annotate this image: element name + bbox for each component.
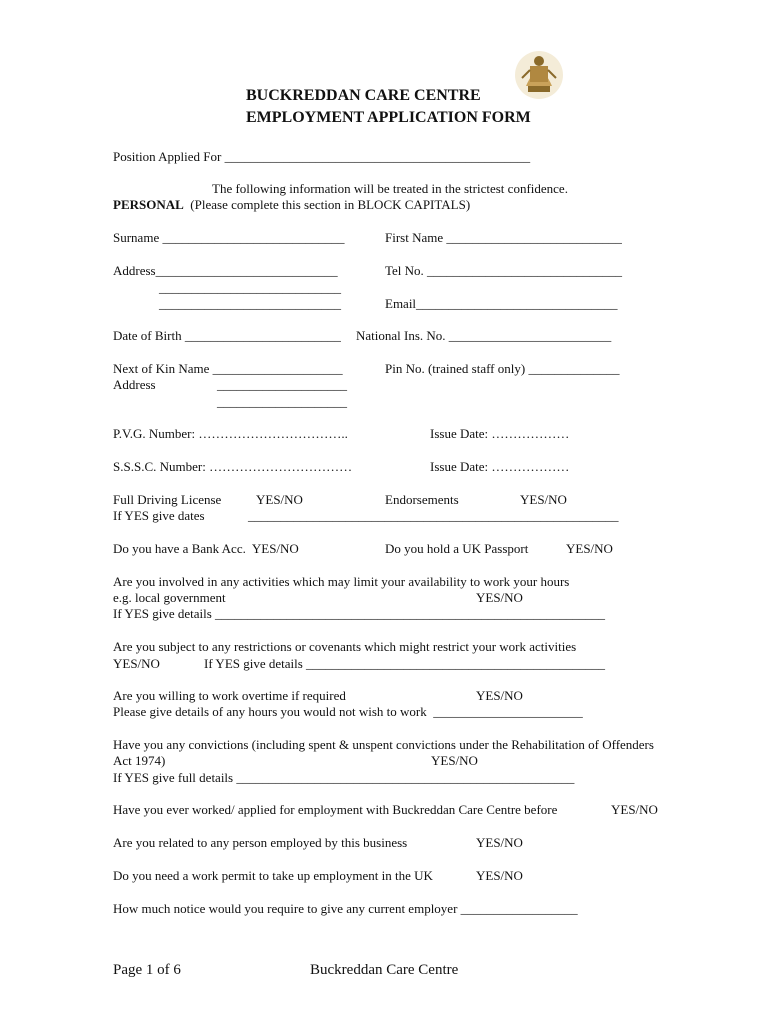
first-name-field[interactable]: First Name ___________________________ — [385, 230, 622, 245]
email-field[interactable]: Email_______________________________ — [385, 296, 618, 311]
uk-passport-question: Do you hold a UK Passport — [385, 541, 529, 556]
next-of-kin-field[interactable]: Next of Kin Name ____________________ — [113, 361, 343, 376]
pvg-number-field[interactable]: P.V.G. Number: …………………………….. — [113, 426, 348, 441]
pin-field[interactable]: Pin No. (trained staff only) ______________ — [385, 361, 620, 376]
sssc-issue-date-field[interactable]: Issue Date: ……………… — [430, 459, 570, 474]
restrictions-question: Are you subject to any restrictions or covenants which might restrict your work activities — [113, 639, 577, 654]
driving-dates-field[interactable]: _________________________________________________________ — [248, 508, 619, 523]
overtime-hours-field[interactable]: Please give details of any hours you would not wish to work _______________________ — [113, 704, 583, 719]
work-permit-question: Do you need a work permit to take up employment in the UK — [113, 868, 433, 883]
uk-passport-yes-no[interactable]: YES/NO — [566, 541, 613, 556]
confidentiality-note: The following information will be treated in the strictest confidence. — [212, 181, 568, 196]
address-line-2[interactable]: ____________________________ — [159, 280, 341, 295]
overtime-question: Are you willing to work overtime if required — [113, 688, 346, 703]
activities-question: Are you involved in any activities which may limit your availability to work your hours — [113, 574, 570, 589]
crest-logo-icon — [512, 48, 566, 100]
driving-dates-label: If YES give dates — [113, 508, 205, 523]
form-title-line2: EMPLOYMENT APPLICATION FORM — [246, 109, 531, 126]
personal-section-heading — [113, 197, 470, 213]
restrictions-details-field[interactable]: If YES give details ______________________________________________ — [204, 656, 606, 671]
endorsements-yes-no[interactable]: YES/NO — [520, 492, 567, 507]
overtime-yes-no[interactable]: YES/NO — [476, 688, 523, 703]
address-field[interactable]: Address____________________________ — [113, 263, 338, 278]
activities-details-field[interactable]: If YES give details ____________________________________________________________ — [113, 606, 606, 621]
kin-address-line-2[interactable]: ____________________ — [217, 394, 347, 409]
personal-heading: PERSONAL — [113, 197, 184, 212]
worked-before-yes-no[interactable]: YES/NO — [611, 802, 658, 817]
personal-note: (Please complete this section in BLOCK CAPITALS) — [183, 197, 471, 212]
kin-address-label: Address — [113, 377, 156, 392]
restrictions-yes-no[interactable]: YES/NO — [113, 656, 160, 671]
notice-period-field[interactable]: How much notice would you require to give any current employer __________________ — [113, 901, 578, 916]
kin-address-line-1[interactable]: ____________________ — [217, 377, 347, 392]
convictions-question: Have you any convictions (including spent & unspent convictions under the Rehabilitation of Offenders — [113, 737, 654, 752]
sssc-number-field[interactable]: S.S.S.C. Number: …………………………… — [113, 459, 353, 474]
driving-license-label: Full Driving License — [113, 492, 222, 507]
ni-field[interactable]: National Ins. No. _________________________ — [356, 328, 612, 343]
surname-field[interactable]: Surname ____________________________ — [113, 230, 345, 245]
convictions-act: Act 1974) — [113, 753, 166, 768]
footer-centre-name: Buckreddan Care Centre — [310, 962, 459, 978]
position-applied-field[interactable]: Position Applied For _______________________________________________ — [113, 149, 531, 164]
endorsements-label: Endorsements — [385, 492, 459, 507]
address-line-3[interactable]: ____________________________ — [159, 296, 341, 311]
driving-license-yes-no[interactable]: YES/NO — [256, 492, 303, 507]
activities-yes-no[interactable]: YES/NO — [476, 590, 523, 605]
convictions-yes-no[interactable]: YES/NO — [431, 753, 478, 768]
form-title-line1: BUCKREDDAN CARE CENTRE — [246, 87, 481, 104]
related-yes-no[interactable]: YES/NO — [476, 835, 523, 850]
worked-before-question: Have you ever worked/ applied for employment with Buckreddan Care Centre before — [113, 802, 558, 817]
tel-field[interactable]: Tel No. ______________________________ — [385, 263, 623, 278]
page-number: Page 1 of 6 — [113, 962, 181, 978]
work-permit-yes-no[interactable]: YES/NO — [476, 868, 523, 883]
convictions-details-field[interactable]: If YES give full details ____________________________________________________ — [113, 770, 575, 785]
dob-field[interactable]: Date of Birth ________________________ — [113, 328, 341, 343]
activities-example: e.g. local government — [113, 590, 226, 605]
related-question: Are you related to any person employed by this business — [113, 835, 408, 850]
bank-account-question[interactable]: Do you have a Bank Acc. YES/NO — [113, 541, 299, 556]
pvg-issue-date-field[interactable]: Issue Date: ……………… — [430, 426, 570, 441]
